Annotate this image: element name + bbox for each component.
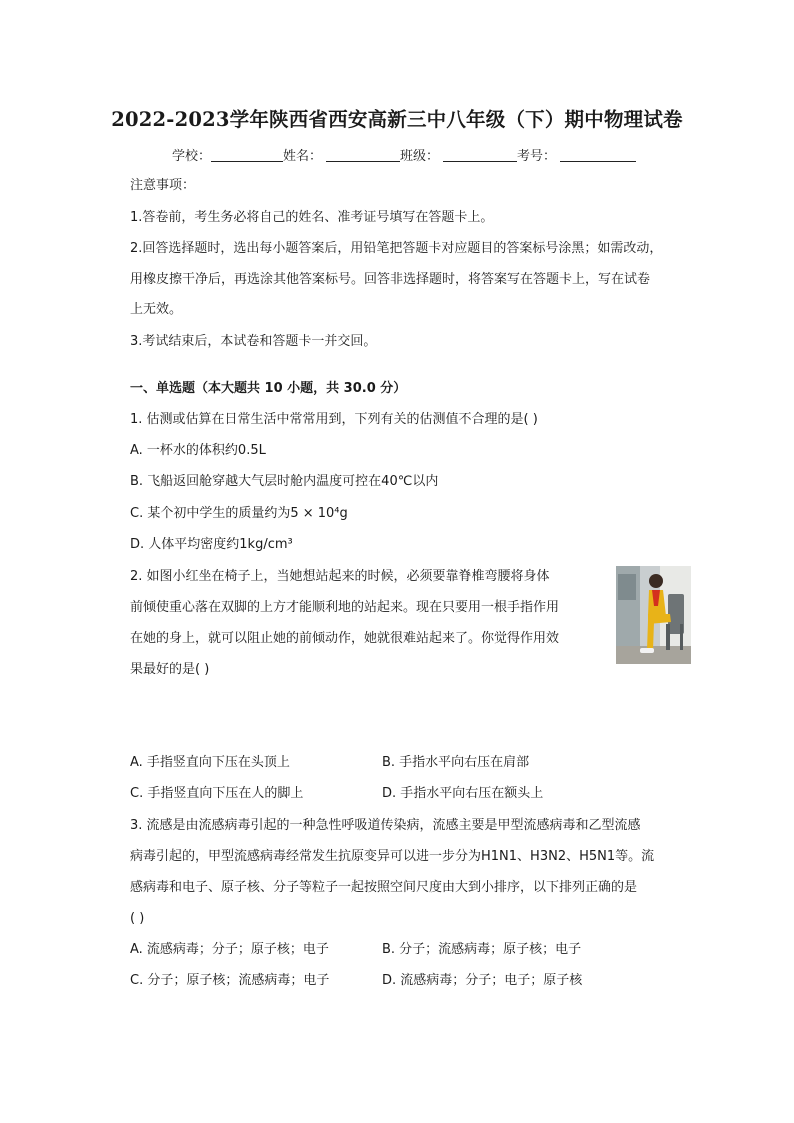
q1-stem: 1. 估测或估算在日常生活中常常用到，下列有关的估测值不合理的是( ) xyxy=(130,412,538,427)
q3-stem-line-2: 病毒引起的，甲型流感病毒经常发生抗原变异可以进一步分为H1N1、H3N2、H5N1等。流 xyxy=(130,849,655,864)
q1-option-c[interactable]: C. 某个初中学生的质量约为5 × 10⁴g xyxy=(130,506,348,521)
q2-stem-line-2: 前倾使重心落在双脚的上方才能顺利地的站起来。现在只要用一根手指作用 xyxy=(130,600,560,615)
girl-on-chair-illustration xyxy=(616,566,691,664)
q2-stem-line-3: 在她的身上，就可以阻止她的前倾动作，她就很难站起来了。你觉得作用效 xyxy=(130,631,560,646)
page-title: 2022-2023学年陕西省西安高新三中八年级（下）期中物理试卷 xyxy=(111,108,683,131)
q2-stem-line-4: 果最好的是( ) xyxy=(130,662,210,677)
q2-option-a[interactable]: A. 手指竖直向下压在头顶上 xyxy=(130,755,290,770)
q2-stem-line-1: 2. 如图小红坐在椅子上，当她想站起来的时候，必须要靠脊椎弯腰将身体 xyxy=(130,569,550,584)
name-label: 姓名： xyxy=(283,149,323,164)
note-1: 1.答卷前，考生务必将自己的姓名、准考证号填写在答题卡上。 xyxy=(130,210,494,225)
q2-option-c[interactable]: C. 手指竖直向下压在人的脚上 xyxy=(130,786,304,801)
note-2-line-3: 上无效。 xyxy=(130,302,183,317)
name-blank[interactable] xyxy=(326,148,400,162)
q3-stem-line-4: ( ) xyxy=(130,911,145,926)
student-info-line xyxy=(172,145,636,164)
q3-stem-line-1: 3. 流感是由流感病毒引起的一种急性呼吸道传染病，流感主要是甲型流感病毒和乙型流感 xyxy=(130,818,641,833)
q2-option-b[interactable]: B. 手指水平向右压在肩部 xyxy=(382,755,530,770)
note-2-line-1: 2.回答选择题时，选出每小题答案后，用铅笔把答题卡对应题目的答案标号涂黑；如需改动， xyxy=(130,241,663,256)
notes-heading: 注意事项： xyxy=(130,178,196,193)
q3-option-d[interactable]: D. 流感病毒；分子；电子；原子核 xyxy=(382,973,583,988)
exam-no-label: 考号： xyxy=(517,149,557,164)
q1-option-d[interactable]: D. 人体平均密度约1kg/cm³ xyxy=(130,537,293,552)
q3-stem-line-3: 感病毒和电子、原子核、分子等粒子一起按照空间尺度由大到小排序，以下排列正确的是 xyxy=(130,880,638,895)
class-label: 班级： xyxy=(400,149,440,164)
q3-option-a[interactable]: A. 流感病毒；分子；原子核；电子 xyxy=(130,942,329,957)
q1-option-b[interactable]: B. 飞船返回舱穿越大气层时舱内温度可控在40℃以内 xyxy=(130,474,439,489)
school-blank[interactable] xyxy=(211,148,283,162)
note-3: 3.考试结束后，本试卷和答题卡一并交回。 xyxy=(130,334,377,349)
exam-no-blank[interactable] xyxy=(560,148,636,162)
school-label: 学校： xyxy=(172,149,212,164)
section-heading: 一、单选题（本大题共 10 小题，共 30.0 分） xyxy=(130,381,407,396)
q1-option-a[interactable]: A. 一杯水的体积约0.5L xyxy=(130,443,266,458)
girl-on-chair-photo xyxy=(616,566,691,664)
q3-option-b[interactable]: B. 分子；流感病毒；原子核；电子 xyxy=(382,942,582,957)
note-2-line-2: 用橡皮擦干净后，再选涂其他答案标号。回答非选择题时，将答案写在答题卡上，写在试卷 xyxy=(130,272,651,287)
q2-option-d[interactable]: D. 手指水平向右压在额头上 xyxy=(382,786,544,801)
q3-option-c[interactable]: C. 分子；原子核；流感病毒；电子 xyxy=(130,973,330,988)
class-blank[interactable] xyxy=(443,148,517,162)
